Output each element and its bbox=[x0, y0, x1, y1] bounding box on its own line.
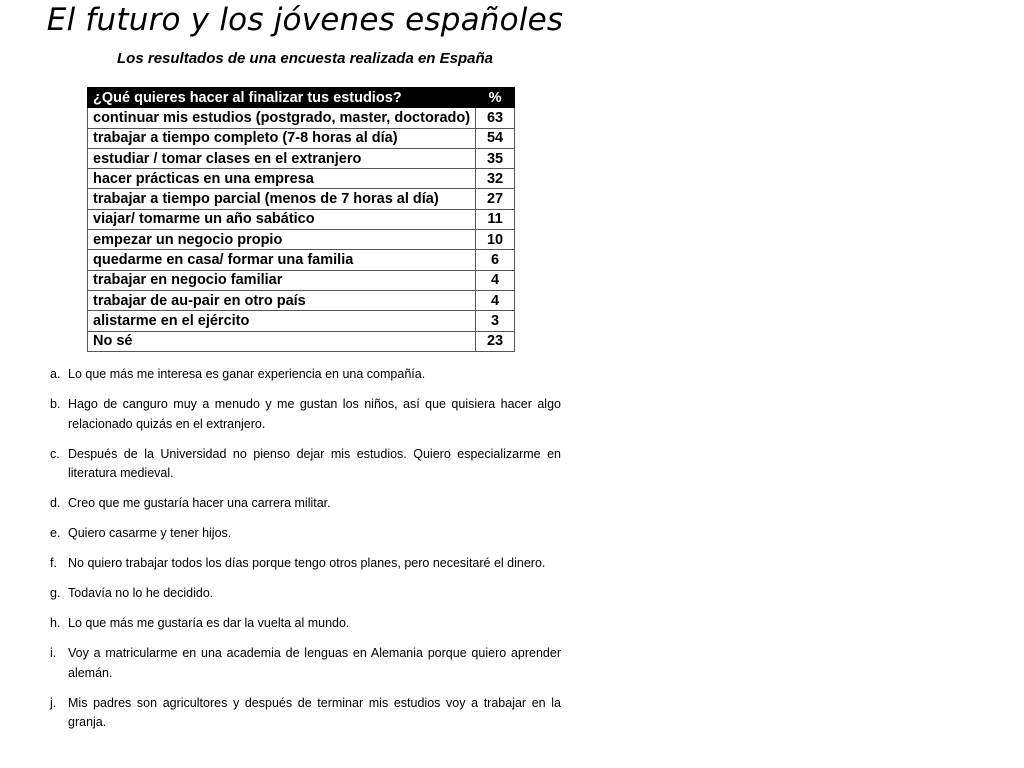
item-text: Quiero casarme y tener hijos. bbox=[68, 526, 232, 540]
statements-list bbox=[50, 365, 561, 743]
table-row bbox=[88, 290, 515, 310]
item-text: Creo que me gustaría hacer una carrera militar. bbox=[68, 496, 331, 510]
item-letter: h. bbox=[50, 616, 61, 630]
item-letter: i. bbox=[50, 646, 57, 660]
column-header-percent: % bbox=[476, 88, 515, 108]
row-label: trabajar en negocio familiar bbox=[88, 270, 476, 290]
survey-table bbox=[87, 87, 515, 352]
table-row bbox=[88, 148, 515, 168]
list-item bbox=[50, 644, 561, 683]
table-row bbox=[88, 209, 515, 229]
table-row bbox=[88, 169, 515, 189]
item-letter: g. bbox=[50, 586, 61, 600]
table-row bbox=[88, 189, 515, 209]
list-item bbox=[50, 584, 561, 604]
row-value: 23 bbox=[476, 331, 515, 351]
item-text: Todavía no lo he decidido. bbox=[68, 586, 214, 600]
row-label: quedarme en casa/ formar una familia bbox=[88, 250, 476, 270]
table-row bbox=[88, 230, 515, 250]
table-row bbox=[88, 331, 515, 351]
item-text: No quiero trabajar todos los días porque tengo otros planes, pero necesitaré el dinero. bbox=[68, 556, 546, 570]
row-value: 32 bbox=[476, 169, 515, 189]
item-text: Hago de canguro muy a menudo y me gustan los niños, así que quisiera hacer algo relacionado quizás en el extranjero. bbox=[68, 397, 561, 431]
item-letter: f. bbox=[50, 556, 57, 570]
row-label: trabajar a tiempo parcial (menos de 7 horas al día) bbox=[88, 189, 476, 209]
row-label: continuar mis estudios (postgrado, master, doctorado) bbox=[88, 108, 476, 128]
row-label: No sé bbox=[88, 331, 476, 351]
row-value: 6 bbox=[476, 250, 515, 270]
column-header-question: ¿Qué quieres hacer al finalizar tus estudios? bbox=[88, 88, 476, 108]
item-letter: c. bbox=[50, 446, 60, 461]
page-title: El futuro y los jóvenes españoles bbox=[46, 2, 564, 38]
list-item bbox=[50, 395, 561, 434]
row-value: 35 bbox=[476, 148, 515, 168]
item-letter: e. bbox=[50, 526, 61, 540]
item-letter: a. bbox=[50, 367, 61, 381]
row-label: viajar/ tomarme un año sabático bbox=[88, 209, 476, 229]
item-letter: b. bbox=[50, 397, 61, 411]
row-label: trabajar a tiempo completo (7-8 horas al día) bbox=[88, 128, 476, 148]
list-item bbox=[50, 694, 561, 733]
table-header-row bbox=[88, 88, 515, 108]
row-value: 54 bbox=[476, 128, 515, 148]
row-value: 10 bbox=[476, 230, 515, 250]
item-text: Mis padres son agricultores y después de terminar mis estudios voy a trabajar en la granja. bbox=[68, 695, 561, 729]
item-text: Lo que más me interesa es ganar experiencia en una compañía. bbox=[68, 367, 426, 381]
table-row bbox=[88, 128, 515, 148]
row-value: 11 bbox=[476, 209, 515, 229]
row-label: empezar un negocio propio bbox=[88, 230, 476, 250]
row-value: 27 bbox=[476, 189, 515, 209]
table-row bbox=[88, 311, 515, 331]
row-label: hacer prácticas en una empresa bbox=[88, 169, 476, 189]
item-text: Voy a matricularme en una academia de lenguas en Alemania porque quiero aprender alemán. bbox=[68, 646, 561, 680]
list-item bbox=[50, 554, 561, 574]
table-row bbox=[88, 108, 515, 128]
row-label: estudiar / tomar clases en el extranjero bbox=[88, 148, 476, 168]
list-item bbox=[50, 524, 561, 544]
list-item bbox=[50, 445, 561, 484]
row-value: 4 bbox=[476, 290, 515, 310]
item-text: Después de la Universidad no pienso dejar mis estudios. Quiero especializarme en literatura medieval. bbox=[68, 446, 561, 480]
row-label: trabajar de au-pair en otro país bbox=[88, 290, 476, 310]
list-item bbox=[50, 365, 561, 385]
row-value: 3 bbox=[476, 311, 515, 331]
page-subtitle: Los resultados de una encuesta realizada en España bbox=[117, 50, 493, 67]
table-row bbox=[88, 250, 515, 270]
item-letter: j. bbox=[50, 695, 57, 710]
item-text: Lo que más me gustaría es dar la vuelta al mundo. bbox=[68, 616, 350, 630]
row-value: 4 bbox=[476, 270, 515, 290]
list-item bbox=[50, 614, 561, 634]
list-item bbox=[50, 494, 561, 514]
table-row bbox=[88, 270, 515, 290]
row-label: alistarme en el ejército bbox=[88, 311, 476, 331]
row-value: 63 bbox=[476, 108, 515, 128]
item-letter: d. bbox=[50, 496, 61, 510]
